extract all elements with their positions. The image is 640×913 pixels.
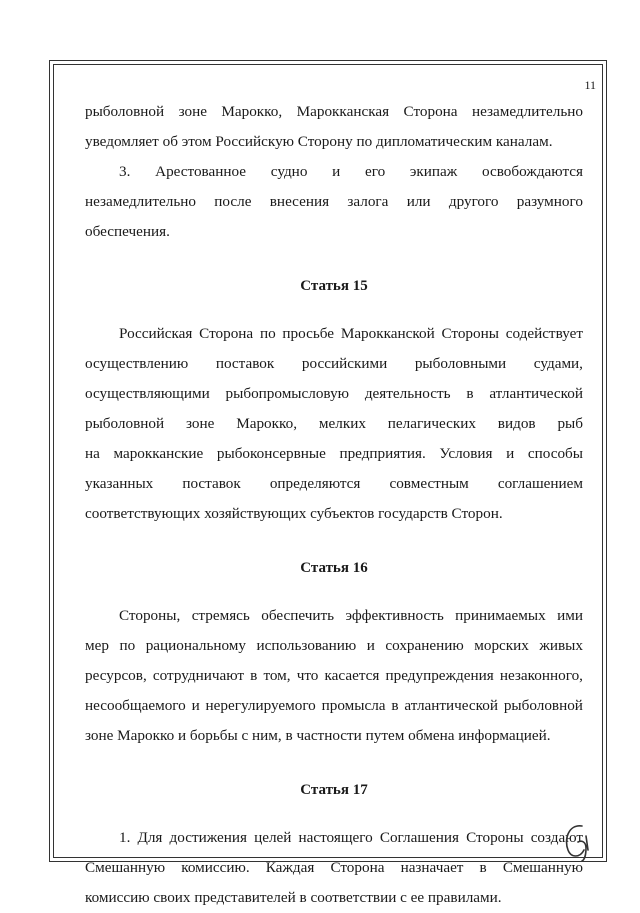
text-line: осуществлению поставок российскими рыболовными судами, — [85, 355, 583, 372]
text-line: несообщаемого и нерегулируемого промысла в атлантической рыболовной — [85, 697, 583, 714]
text-line: ресурсов, сотрудничают в том, что касается предупреждения незаконного, — [85, 667, 583, 684]
article-16-heading: Статья 16 — [300, 560, 368, 576]
text-line: соответствующих хозяйствующих субъектов государств Сторон. — [85, 505, 503, 522]
text-line: осуществляющими рыбопромысловую деятельность в атлантической — [85, 385, 583, 402]
text-line: незамедлительно после внесения залога или другого разумного — [85, 193, 583, 210]
text-line: рыболовной зоне Марокко, Марокканская Сторона незамедлительно — [85, 103, 583, 120]
text-line: рыболовной зоне Марокко, мелких пелагических видов рыб — [85, 415, 583, 432]
text-line: обеспечения. — [85, 223, 170, 240]
text-line: 3. Арестованное судно и его экипаж освобождаются — [119, 163, 583, 180]
text-line: Российская Сторона по просьбе Марокканской Стороны содействует — [119, 325, 583, 342]
article-17-heading: Статья 17 — [300, 782, 368, 798]
text-line: Стороны, стремясь обеспечить эффективность принимаемых ими — [119, 607, 583, 624]
text-line: на марокканские рыбоконсервные предприятия. Условия и способы — [85, 445, 583, 462]
text-line: уведомляет об этом Российскую Сторону по дипломатическим каналам. — [85, 133, 553, 150]
page-number: 11 — [584, 78, 596, 92]
text-line: комиссию своих представителей в соответствии с ее правилами. — [85, 889, 502, 906]
text-line: мер по рациональному использованию и сохранению морских живых — [85, 637, 583, 654]
article-15-heading: Статья 15 — [300, 278, 368, 294]
text-line: указанных поставок определяются совместным соглашением — [85, 475, 583, 492]
text-line: 1. Для достижения целей настоящего Соглашения Стороны создают — [119, 829, 583, 846]
document-body — [85, 97, 583, 913]
text-line: Смешанную комиссию. Каждая Сторона назначает в Смешанную — [85, 859, 583, 876]
text-line: зоне Марокко и борьбы с ним, в частности путем обмена информацией. — [85, 727, 551, 744]
initials-signature — [560, 820, 596, 862]
